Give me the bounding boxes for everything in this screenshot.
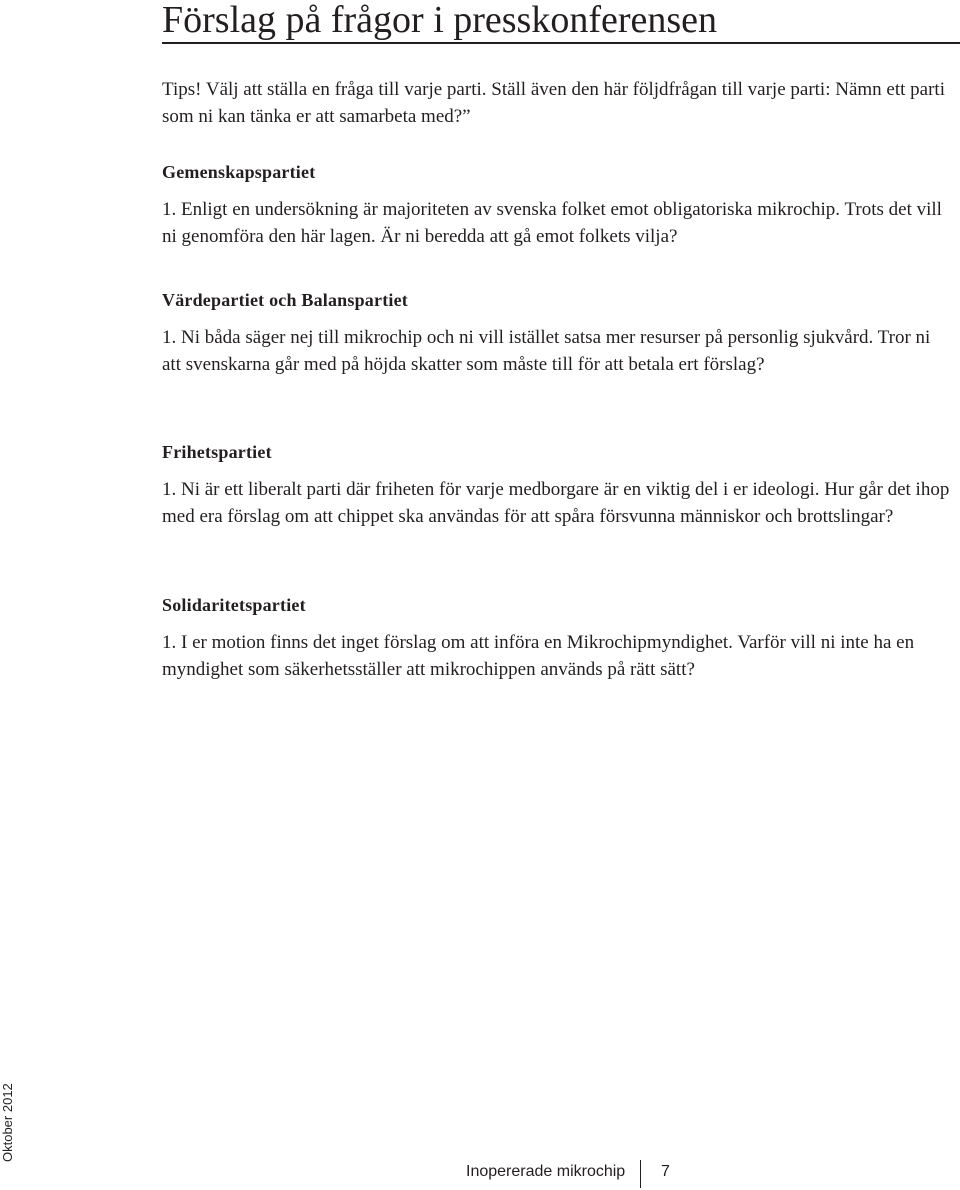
section-gemenskapspartiet <box>162 160 954 250</box>
section-heading: Gemenskapspartiet <box>162 162 316 182</box>
footer-divider <box>640 1160 641 1188</box>
section-heading: Värdepartiet och Balanspartiet <box>162 290 408 310</box>
section-question: 1. Ni är ett liberalt parti där friheten för varje medborgare är en viktig del i er ideologi. Hur går det ihop med era förslag om att chippet ska användas för att spåra försvunna människor och brottslingar? <box>162 479 950 527</box>
title-rule <box>162 42 960 44</box>
section-question: 1. Enligt en undersökning är majoriteten av svenska folket emot obligatoriska mikrochip. Trots det vill ni genomföra den här lagen. Är ni beredda att gå emot folkets vilja? <box>162 199 942 247</box>
section-frihetspartiet <box>162 440 954 530</box>
section-heading: Frihetspartiet <box>162 442 272 462</box>
page-number: 7 <box>661 1163 670 1180</box>
section-solidaritetspartiet <box>162 593 954 683</box>
section-vardepartiet-balanspartiet <box>162 288 954 378</box>
page-title: Förslag på frågor i presskonferensen <box>162 0 718 41</box>
footer-date: Oktober 2012 <box>0 1083 15 1162</box>
tips-text: Tips! Välj att ställa en fråga till varje parti. Ställ även den här följdfrågan till varje parti: Nämn ett parti som ni kan tänka er att samarbeta med?” <box>162 79 945 127</box>
section-question: 1. I er motion finns det inget förslag om att införa en Mikrochipmyndighet. Varför vill ni inte ha en myndighet som säkerhetsställer att mikrochippen används på rätt sätt? <box>162 632 915 680</box>
section-question: 1. Ni båda säger nej till mikrochip och ni vill istället satsa mer resurser på personlig sjukvård. Tror ni att svenskarna går med på höjda skatter som måste till för att betala ert förslag? <box>162 327 931 375</box>
footer-publication-title: Inopererade mikrochip <box>466 1163 626 1180</box>
section-heading: Solidaritetspartiet <box>162 595 306 615</box>
